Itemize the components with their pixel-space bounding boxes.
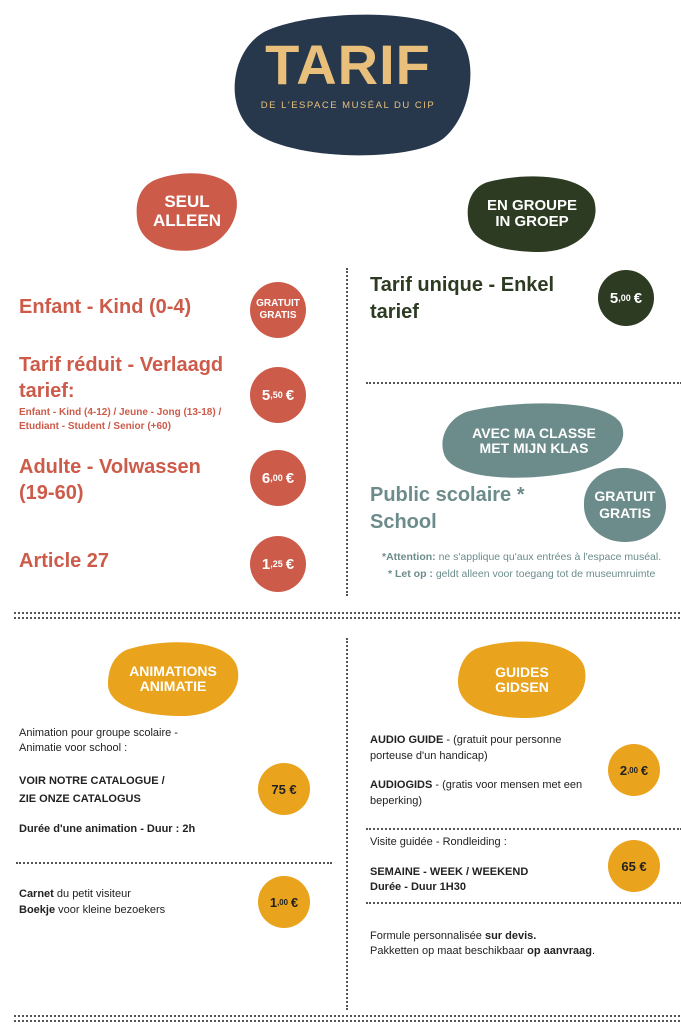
adulte-label-line1: Adulte - Volwassen xyxy=(19,456,201,478)
divider-vertical-bottom xyxy=(346,638,348,1010)
carnet-line xyxy=(19,888,131,900)
classe-note-2-text: geldt alleen voor toegang tot de museumruimte xyxy=(432,568,656,580)
classe-note-1 xyxy=(382,551,661,563)
reduit-price-badge xyxy=(250,367,306,423)
groupe-price-dec: ,00 xyxy=(618,293,631,303)
gratuit-badge-1 xyxy=(250,282,306,338)
reduit-label-line2: tarief: xyxy=(19,380,75,402)
animations-line2: ANIMATIE xyxy=(139,678,207,694)
guides-blob xyxy=(456,640,588,720)
page-subtitle: DE L'ESPACE MUSÉAL DU CIP xyxy=(260,100,436,111)
classe-label-line1: Public scolaire * xyxy=(370,484,525,506)
guides-line2: GIDSEN xyxy=(495,679,549,695)
groupe-line1: EN GROUPE xyxy=(486,196,577,214)
animations-duration: Durée d'une animation - Duur : 2h xyxy=(19,823,196,835)
carnet-price-cur: € xyxy=(290,894,299,910)
reduit-price-cur: € xyxy=(285,386,295,404)
adulte-label-line2: (19-60) xyxy=(19,482,84,504)
audio-guide-line1 xyxy=(370,734,561,746)
divider-animations xyxy=(16,862,332,864)
boekje-bold: Boekje xyxy=(19,904,56,916)
classe-line1: AVEC MA CLASSE xyxy=(472,424,596,441)
boekje-line xyxy=(19,904,165,916)
header-blob xyxy=(224,12,472,156)
classe-note-1-text: ne s'applique qu'aux entrées à l'espace muséal. xyxy=(435,551,662,563)
article27-price-int: 1 xyxy=(261,555,271,573)
audio-price-dec: ,00 xyxy=(627,765,638,775)
duree-label: Durée - Duur 1H30 xyxy=(370,881,466,893)
formule-text1: Formule personnalisée xyxy=(370,930,485,942)
groupe-price-int: 5 xyxy=(609,289,619,307)
divider-groupe xyxy=(366,382,681,384)
groupe-price-badge xyxy=(598,270,654,326)
classe-badge-line1: GRATUIT xyxy=(594,487,656,504)
audio-price-cur: € xyxy=(640,762,649,778)
formule-bold1: sur devis. xyxy=(484,930,537,942)
divider-bottom-2 xyxy=(14,1020,680,1022)
classe-blob xyxy=(442,402,626,480)
visite-label: Visite guidée - Rondleiding : xyxy=(370,836,507,848)
audiogids-line2: beperking) xyxy=(370,795,422,807)
groupe-blob xyxy=(466,174,598,254)
formule-line2 xyxy=(370,945,595,957)
gratuit-badge-1-line2: GRATIS xyxy=(259,310,297,321)
semaine-label: SEMAINE - WEEK / WEEKEND xyxy=(370,866,529,878)
classe-badge-line2: GRATIS xyxy=(599,505,651,521)
page-title: TARIF xyxy=(265,33,431,96)
divider-guides xyxy=(366,828,681,830)
article27-price-dec: ,25 xyxy=(270,559,283,569)
groupe-line2: IN GROEP xyxy=(495,213,569,230)
animations-price: 75 € xyxy=(271,781,297,797)
animations-blob xyxy=(106,640,240,718)
classe-line2: MET MIJN KLAS xyxy=(479,440,589,456)
classe-label-line2: School xyxy=(370,511,437,533)
formule-end2: . xyxy=(591,945,596,957)
adulte-price-badge xyxy=(250,450,306,506)
classe-gratuit-badge xyxy=(584,468,666,542)
gratuit-badge-1-line1: GRATUIT xyxy=(256,298,300,309)
guides-line1: GUIDES xyxy=(495,663,549,680)
divider-vertical-top xyxy=(346,268,348,596)
animations-price-badge xyxy=(258,763,310,815)
reduit-price-int: 5 xyxy=(261,386,271,404)
classe-note-2 xyxy=(388,568,655,580)
carnet-price-dec: ,00 xyxy=(277,897,288,907)
audio-guide-line2: porteuse d'un handicap) xyxy=(370,750,488,762)
animations-catalog-2: ZIE ONZE CATALOGUS xyxy=(19,793,141,805)
reduit-label-line1: Tarif réduit - Verlaagd xyxy=(19,354,224,376)
audio-price-badge xyxy=(608,744,660,796)
article27-price-cur: € xyxy=(285,555,295,573)
seul-line1: SEUL xyxy=(164,192,210,212)
animations-line1: ANIMATIONS xyxy=(129,662,217,679)
carnet-price-badge xyxy=(258,876,310,928)
article27-price-badge xyxy=(250,536,306,592)
groupe-price-cur: € xyxy=(633,289,643,307)
formule-text2: Pakketten op maat beschikbaar xyxy=(370,945,528,957)
audiogids-text1: - (gratis voor mensen met een xyxy=(432,779,583,791)
audio-guide-bold: AUDIO GUIDE xyxy=(370,734,444,746)
boekje-text: voor kleine bezoekers xyxy=(55,904,166,916)
seul-blob xyxy=(135,172,239,252)
enfant-label: Enfant - Kind (0-4) xyxy=(19,296,192,318)
adulte-price-cur: € xyxy=(285,469,295,487)
animations-catalog-1: VOIR NOTRE CATALOGUE / xyxy=(19,775,165,787)
reduit-price-dec: ,50 xyxy=(270,390,283,400)
audiogids-bold: AUDIOGIDS xyxy=(370,779,433,791)
visite-price-badge xyxy=(608,840,660,892)
divider-guides-2 xyxy=(366,902,681,904)
animations-intro-1: Animation pour groupe scolaire - xyxy=(19,727,178,739)
formule-bold2: op aanvraag xyxy=(527,945,592,957)
adulte-price-int: 6 xyxy=(261,469,271,487)
carnet-bold: Carnet xyxy=(19,888,54,900)
groupe-label-line2: tarief xyxy=(370,301,419,323)
audiogids-line1 xyxy=(370,779,582,791)
reduit-detail: Enfant - Kind (4-12) / Jeune - Jong (13-18) / Etudiant - Student / Senior (+60) xyxy=(19,407,222,432)
audio-guide-text1: - (gratuit pour personne xyxy=(443,734,562,746)
classe-note-2-bold: * Let op : xyxy=(388,568,433,580)
audio-price-int: 2 xyxy=(619,762,628,778)
animations-intro-2: Animatie voor school : xyxy=(19,742,128,754)
visite-price: 65 € xyxy=(621,858,647,874)
divider-middle xyxy=(14,612,680,614)
adulte-price-dec: ,00 xyxy=(270,473,283,483)
seul-line2: ALLEEN xyxy=(153,211,221,230)
groupe-label-line1: Tarif unique - Enkel xyxy=(370,274,555,296)
carnet-text: du petit visiteur xyxy=(53,888,131,900)
formule-line1 xyxy=(370,930,536,942)
carnet-price-int: 1 xyxy=(269,894,278,910)
article27-label: Article 27 xyxy=(19,550,110,572)
divider-bottom xyxy=(14,1015,680,1017)
divider-middle-2 xyxy=(14,617,680,619)
classe-note-1-bold: *Attention: xyxy=(382,551,436,563)
